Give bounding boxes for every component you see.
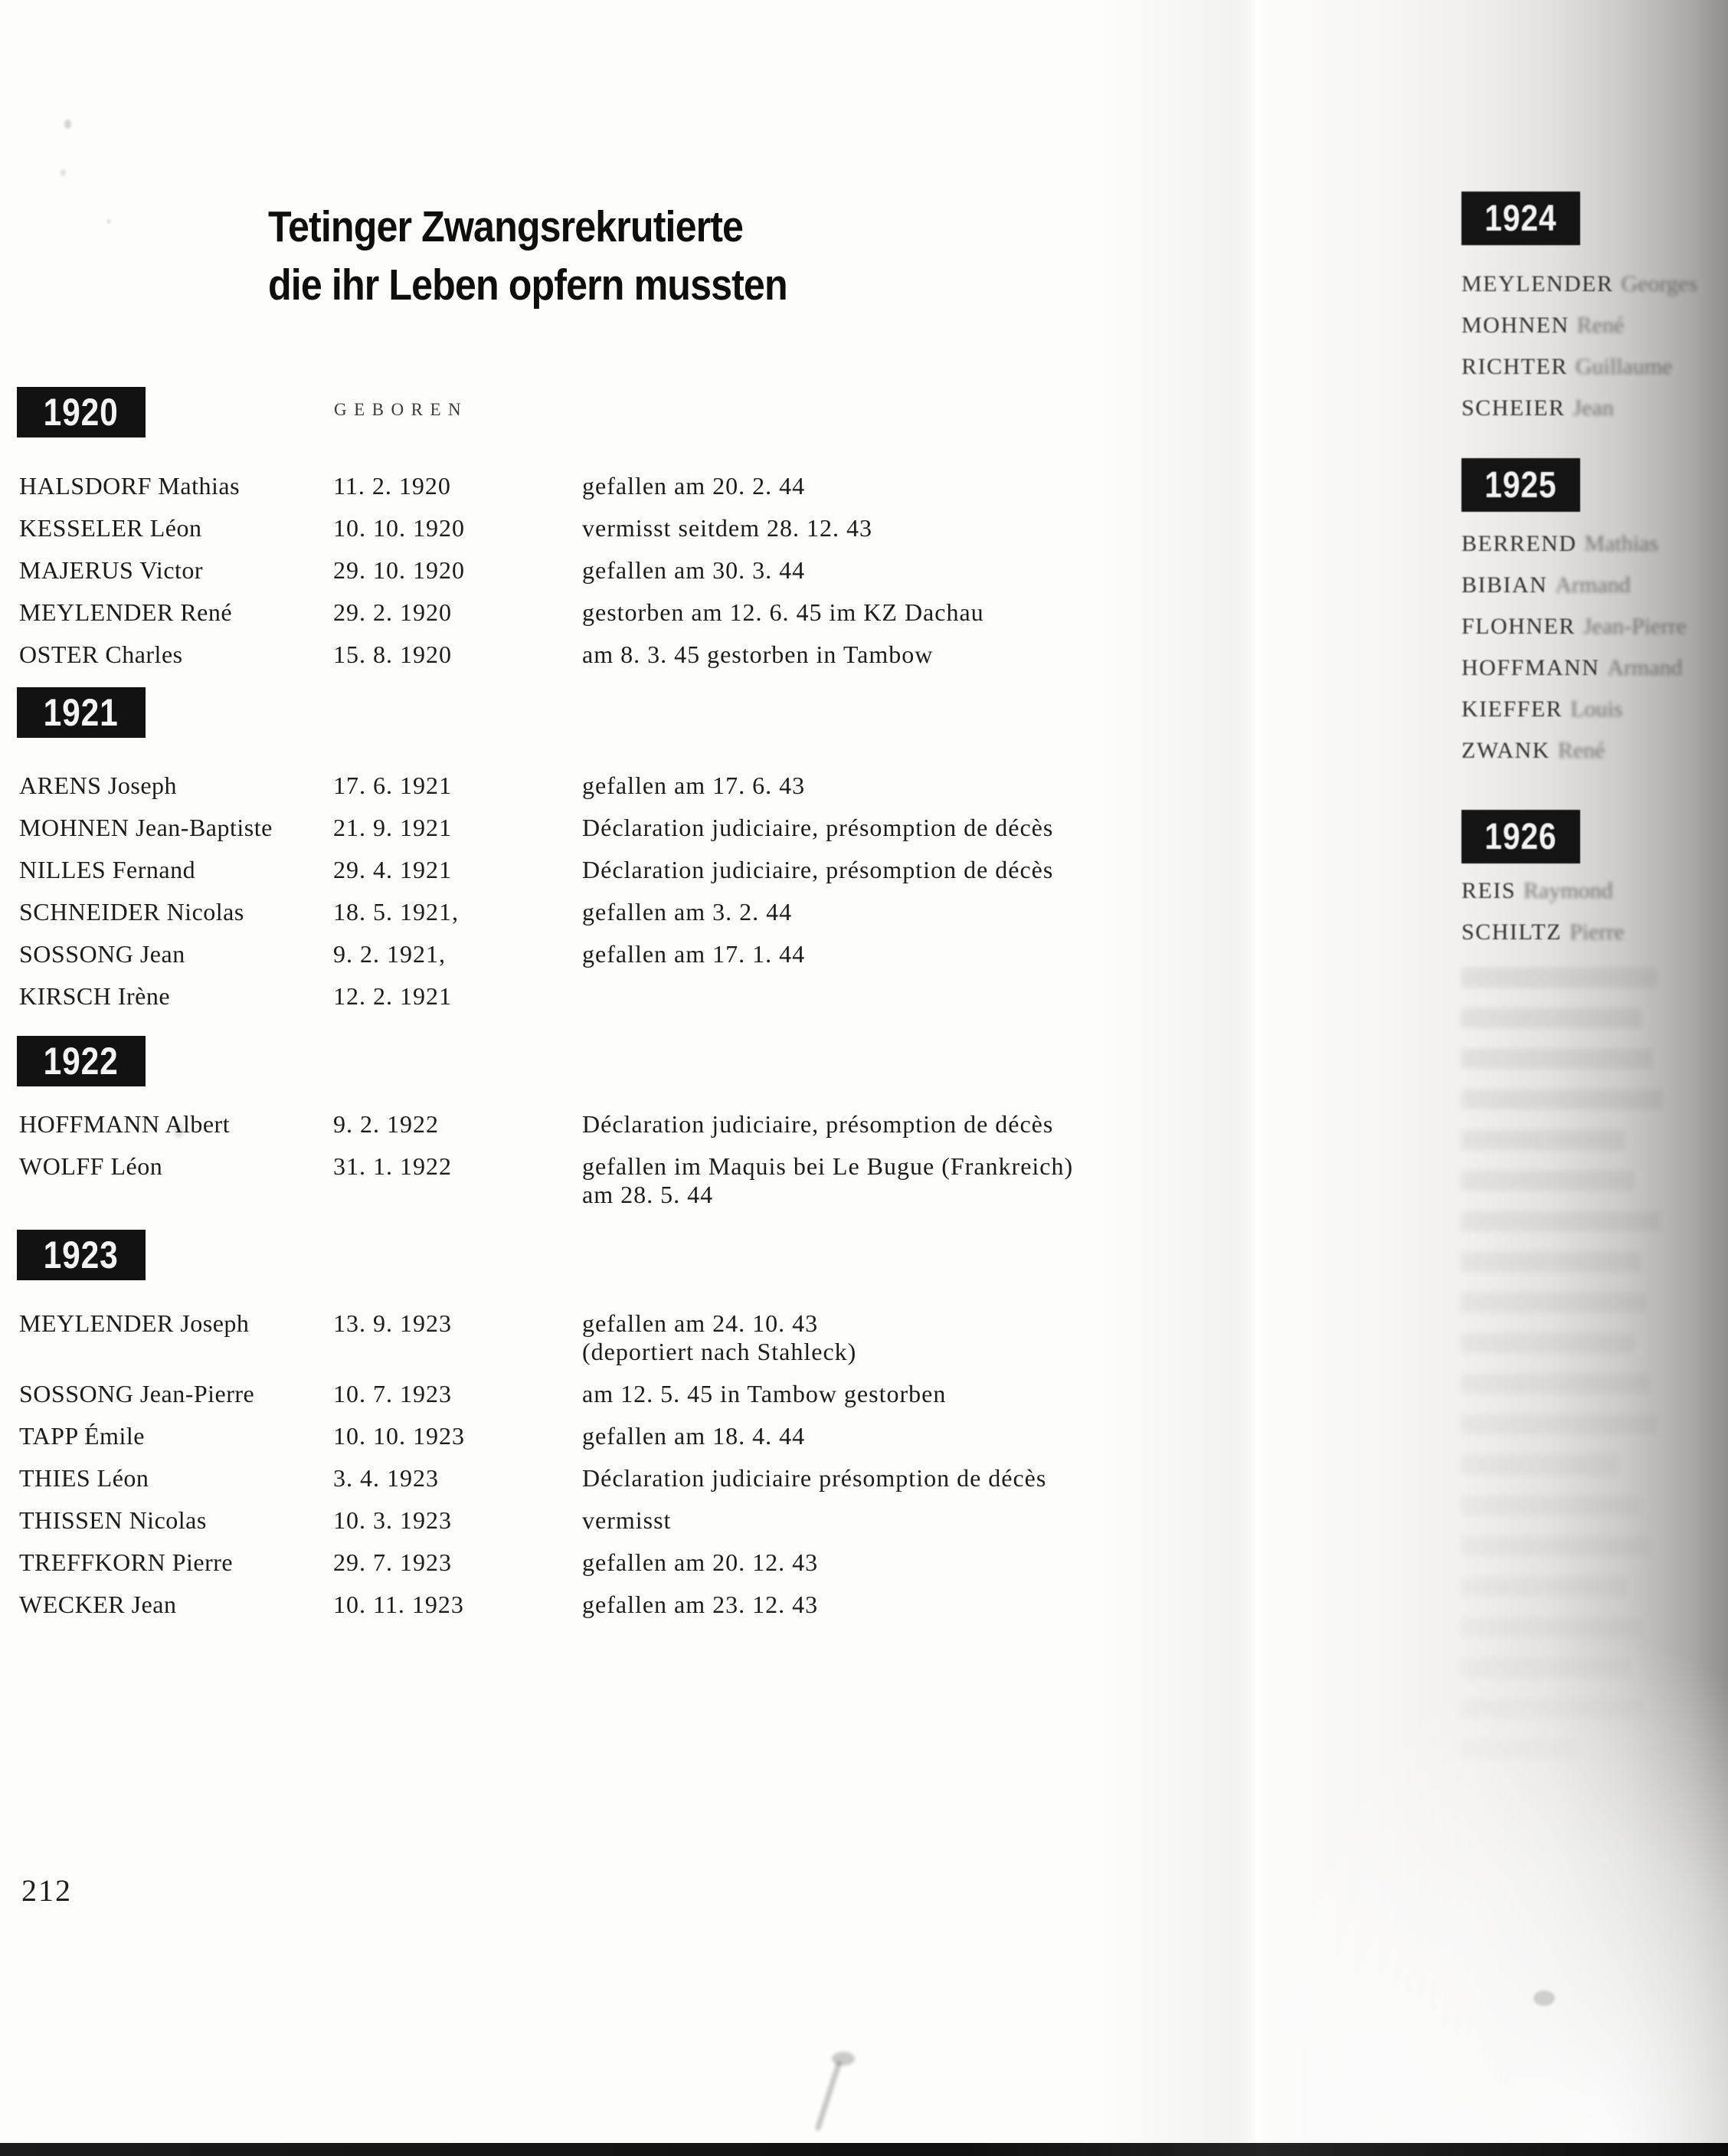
next-page-person-name — [1461, 657, 1687, 680]
fate-text — [582, 1154, 1172, 1207]
ghost-text-row — [1461, 1374, 1650, 1394]
fate-line: am 12. 5. 45 in Tambow gestorben — [582, 1380, 947, 1407]
given-name: Georges — [1621, 271, 1697, 297]
year-badge-label: 1921 — [44, 691, 119, 734]
column-header-born: GEBOREN — [334, 400, 469, 419]
fate-line: gestorben am 12. 6. 45 im KZ Dachau — [582, 598, 984, 626]
next-page-year-section-1926 — [1461, 810, 1625, 962]
ghost-text-row — [1461, 1293, 1647, 1312]
person-name: KESSELER Léon — [19, 514, 202, 542]
person-row — [0, 600, 1256, 624]
page-title — [268, 198, 858, 314]
next-page-edge — [1255, 0, 1728, 2156]
fate-line: gefallen am 18. 4. 44 — [582, 1422, 806, 1450]
birth-date: 29. 4. 1921 — [333, 856, 452, 883]
fate-text — [582, 1550, 1172, 1574]
year-badge-label: 1922 — [44, 1040, 119, 1083]
fate-line: vermisst seitdem 28. 12. 43 — [582, 514, 872, 542]
birth-date: 31. 1. 1922 — [333, 1152, 452, 1180]
year-section-1923 — [0, 1230, 1256, 1634]
ghost-text-row — [1461, 1617, 1644, 1637]
fate-line: (deportiert nach Stahleck) — [582, 1338, 857, 1365]
fate-line: Déclaration judiciaire, présomption de décès — [582, 1110, 1054, 1138]
year-badge-1920 — [17, 387, 146, 437]
given-name: Jean-Pierre — [1582, 614, 1687, 639]
fate-text — [582, 1508, 1172, 1532]
fate-text — [582, 857, 1172, 882]
ghost-text-row — [1461, 1496, 1642, 1515]
fate-line: gefallen am 23. 12. 43 — [582, 1591, 819, 1618]
ghost-text-row — [1461, 1008, 1641, 1028]
scan-smudge — [832, 2052, 855, 2066]
fate-line: gefallen im Maquis bei Le Bugue (Frankreich) — [582, 1152, 1074, 1180]
fate-line: Déclaration judiciaire présomption de décès — [582, 1464, 1047, 1492]
person-row — [0, 1550, 1256, 1574]
birth-date: 17. 6. 1921 — [333, 772, 452, 799]
person-row — [0, 773, 1256, 798]
year-badge-label: 1925 — [1484, 464, 1557, 506]
person-row — [0, 516, 1256, 540]
fate-text — [582, 1311, 1172, 1364]
person-row — [0, 1112, 1256, 1136]
person-row — [0, 1592, 1256, 1617]
birth-date: 11. 2. 1920 — [333, 472, 451, 500]
person-row — [0, 1466, 1256, 1490]
given-name: Pierre — [1569, 919, 1625, 945]
ghost-text-row — [1461, 1252, 1641, 1272]
surname: SCHEIER — [1461, 395, 1566, 421]
fate-line: vermisst — [582, 1506, 672, 1534]
next-page-year-badge-1926 — [1461, 810, 1580, 863]
fate-line: gefallen am 17. 6. 43 — [582, 772, 806, 799]
person-row — [0, 642, 1256, 667]
fate-text — [582, 942, 1172, 966]
next-page-ghost-text — [1461, 968, 1662, 1780]
fate-line: am 8. 3. 45 gestorben in Tambow — [582, 641, 934, 668]
person-name: MOHNEN Jean-Baptiste — [19, 814, 273, 841]
fate-text — [582, 1424, 1172, 1448]
year-badge-label: 1920 — [44, 391, 119, 434]
person-row — [0, 857, 1256, 882]
given-name: Louis — [1570, 696, 1623, 722]
birth-date: 21. 9. 1921 — [333, 814, 452, 841]
next-page-person-name — [1461, 921, 1625, 944]
fate-line: gefallen am 24. 10. 43 — [582, 1309, 819, 1337]
person-row — [0, 942, 1256, 966]
fate-text — [582, 815, 1172, 840]
ghost-text-row — [1461, 1333, 1635, 1353]
birth-date: 10. 10. 1920 — [333, 514, 465, 542]
fate-text — [582, 473, 1172, 498]
next-page-year-section-1925 — [1461, 458, 1687, 781]
person-row — [0, 1154, 1256, 1207]
person-name: SCHNEIDER Nicolas — [19, 898, 244, 926]
fate-text — [582, 600, 1172, 624]
scan-speck — [106, 219, 111, 224]
birth-date: 29. 7. 1923 — [333, 1548, 452, 1576]
person-name: HALSDORF Mathias — [19, 472, 241, 500]
fate-text — [582, 1466, 1172, 1490]
surname: RICHTER — [1461, 354, 1568, 379]
person-row — [0, 558, 1256, 582]
birth-date: 18. 5. 1921, — [333, 898, 459, 926]
person-row — [0, 1381, 1256, 1406]
person-name: ARENS Joseph — [19, 772, 178, 799]
page-number: 212 — [21, 1873, 72, 1908]
year-badge-1923 — [17, 1230, 146, 1280]
person-name: TAPP Émile — [19, 1422, 145, 1450]
birth-date: 10. 10. 1923 — [333, 1422, 465, 1450]
birth-date: 10. 7. 1923 — [333, 1380, 452, 1407]
year-badge-label: 1926 — [1484, 816, 1557, 857]
year-section-1920 — [0, 387, 1256, 684]
next-page-person-name — [1461, 880, 1625, 903]
person-rows — [0, 1112, 1256, 1207]
birth-date: 9. 2. 1922 — [333, 1110, 439, 1138]
surname: BERREND — [1461, 531, 1577, 556]
next-page-year-badge-1925 — [1461, 458, 1580, 512]
person-name: THIES Léon — [19, 1464, 149, 1492]
year-badge-label: 1924 — [1484, 198, 1557, 239]
year-section-1921 — [0, 687, 1256, 1026]
birth-date: 9. 2. 1921, — [333, 940, 446, 968]
fate-line: Déclaration judiciaire, présomption de décès — [582, 814, 1054, 841]
next-page-person-name — [1461, 615, 1687, 638]
fate-text — [582, 558, 1172, 582]
next-page-names — [1461, 880, 1625, 944]
ghost-text-row — [1461, 1699, 1645, 1719]
person-name: THISSEN Nicolas — [19, 1506, 207, 1534]
person-name: SOSSONG Jean — [19, 940, 185, 968]
person-name: KIRSCH Irène — [19, 982, 171, 1010]
next-page-person-name — [1461, 574, 1687, 597]
ghost-text-row — [1461, 1658, 1631, 1678]
given-name: Armand — [1555, 572, 1631, 598]
fate-line: Déclaration judiciaire, présomption de décès — [582, 856, 1054, 883]
ghost-text-row — [1461, 1049, 1653, 1069]
person-row — [0, 473, 1256, 498]
fate-text — [582, 1592, 1172, 1617]
person-rows — [0, 473, 1256, 667]
ghost-text-row — [1461, 1455, 1618, 1475]
scan-smudge — [814, 2060, 842, 2131]
fate-text — [582, 773, 1172, 798]
ghost-text-row — [1461, 1577, 1628, 1597]
surname: HOFFMANN — [1461, 655, 1600, 680]
fate-text — [582, 1381, 1172, 1406]
next-page-person-name — [1461, 397, 1697, 420]
fate-text — [582, 1112, 1172, 1136]
ghost-text-row — [1461, 1414, 1657, 1434]
fate-line: am 28. 5. 44 — [582, 1181, 714, 1208]
scan-speck — [64, 120, 71, 129]
page-title-line1: Tetinger Zwangsrekrutierte — [268, 202, 744, 251]
next-page-person-name — [1461, 739, 1687, 762]
person-name: SOSSONG Jean-Pierre — [19, 1380, 255, 1407]
person-row — [0, 899, 1256, 924]
person-name: TREFFKORN Pierre — [19, 1548, 234, 1576]
person-row — [0, 815, 1256, 840]
fate-line: gefallen am 20. 2. 44 — [582, 472, 806, 500]
person-name: HOFFMANN Albert — [19, 1110, 231, 1138]
year-badge-label: 1923 — [44, 1234, 119, 1276]
ghost-text-row — [1461, 1130, 1626, 1150]
person-name: WECKER Jean — [19, 1591, 177, 1618]
ghost-text-row — [1461, 968, 1657, 988]
surname: FLOHNER — [1461, 614, 1576, 639]
person-rows — [0, 1311, 1256, 1617]
given-name: Jean — [1573, 395, 1614, 421]
year-section-1922 — [0, 1036, 1256, 1224]
next-page-person-name — [1461, 314, 1697, 337]
person-rows — [0, 773, 1256, 1008]
birth-date: 15. 8. 1920 — [333, 641, 452, 668]
ghost-text-row — [1461, 1211, 1661, 1231]
next-page-person-name — [1461, 698, 1687, 721]
person-row — [0, 1311, 1256, 1364]
birth-date: 3. 4. 1923 — [333, 1464, 439, 1492]
surname: MEYLENDER — [1461, 271, 1614, 297]
next-page-person-name — [1461, 532, 1687, 555]
birth-date: 13. 9. 1923 — [333, 1309, 452, 1337]
year-badge-1922 — [17, 1036, 146, 1086]
next-page-names — [1461, 273, 1697, 420]
person-row — [0, 1424, 1256, 1448]
surname: SCHILTZ — [1461, 919, 1563, 945]
fate-text — [582, 516, 1172, 540]
year-badge-1921 — [17, 687, 146, 738]
surname: ZWANK — [1461, 738, 1550, 763]
next-page-year-section-1924 — [1461, 192, 1697, 438]
given-name: Raymond — [1523, 878, 1613, 903]
person-row — [0, 984, 1256, 1008]
next-page-person-name — [1461, 273, 1697, 296]
next-page-year-badge-1924 — [1461, 192, 1580, 245]
fate-line: gefallen am 20. 12. 43 — [582, 1548, 819, 1576]
person-name: MEYLENDER Joseph — [19, 1309, 250, 1337]
surname: BIBIAN — [1461, 572, 1548, 598]
ghost-text-row — [1461, 1739, 1576, 1759]
ghost-text-row — [1461, 1171, 1635, 1191]
person-row — [0, 1508, 1256, 1532]
birth-date: 12. 2. 1921 — [333, 982, 452, 1010]
next-page-names — [1461, 532, 1687, 762]
person-name: NILLES Fernand — [19, 856, 196, 883]
given-name: Mathias — [1584, 531, 1659, 556]
surname: REIS — [1461, 878, 1517, 903]
next-page-person-name — [1461, 356, 1697, 378]
fate-text — [582, 899, 1172, 924]
birth-date: 10. 11. 1923 — [333, 1591, 464, 1618]
page-title-line2: die ihr Leben opfern mussten — [268, 260, 787, 310]
given-name: René — [1557, 738, 1605, 763]
birth-date: 29. 2. 1920 — [333, 598, 452, 626]
surname: MOHNEN — [1461, 313, 1569, 338]
given-name: René — [1576, 313, 1625, 338]
person-name: WOLFF Léon — [19, 1152, 163, 1180]
fate-line: gefallen am 30. 3. 44 — [582, 556, 806, 584]
birth-date: 29. 10. 1920 — [333, 556, 465, 584]
ghost-text-row — [1461, 1536, 1651, 1556]
scan-edge-strip — [0, 2143, 1728, 2156]
person-name: MEYLENDER René — [19, 598, 233, 626]
fate-line: gefallen am 17. 1. 44 — [582, 940, 806, 968]
person-name: MAJERUS Victor — [19, 556, 204, 584]
fate-line: gefallen am 3. 2. 44 — [582, 898, 793, 926]
fate-text — [582, 642, 1172, 667]
scan-speck — [61, 169, 66, 176]
given-name: Armand — [1607, 655, 1683, 680]
person-name: OSTER Charles — [19, 641, 183, 668]
ghost-text-row — [1461, 1089, 1662, 1109]
given-name: Guillaume — [1575, 354, 1673, 379]
birth-date: 10. 3. 1923 — [333, 1506, 452, 1534]
surname: KIEFFER — [1461, 696, 1563, 722]
